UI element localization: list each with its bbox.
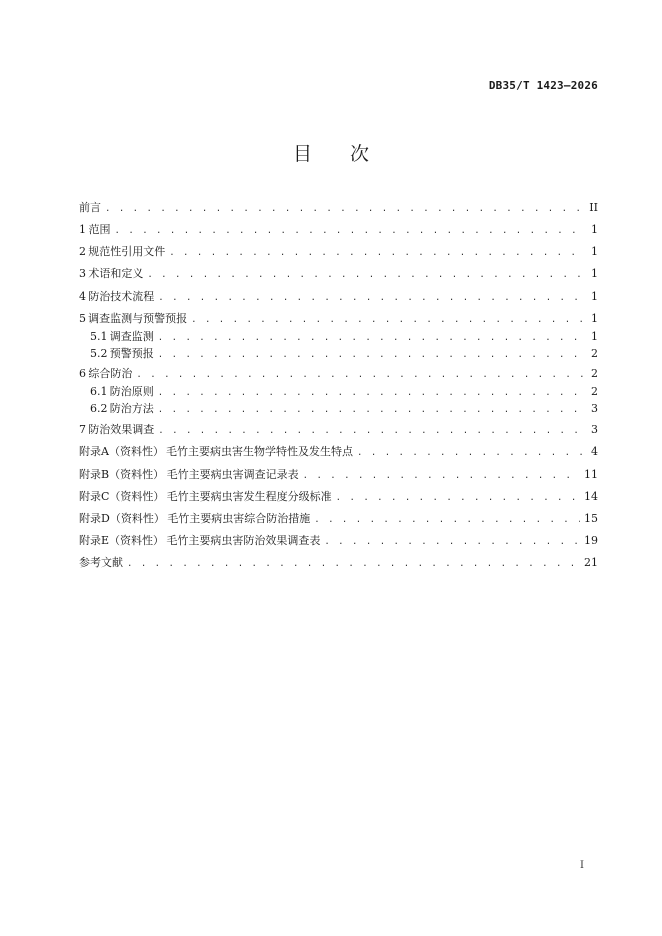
page-number: I (580, 860, 584, 871)
toc-entry-number: 附录C（资料性） (79, 490, 165, 503)
toc-leader-dots (158, 347, 586, 363)
toc-leader-dots (158, 423, 586, 439)
toc-entry[interactable] (79, 511, 598, 527)
toc-entry-page: 3 (591, 423, 598, 436)
toc-entry-label: 毛竹主要病虫害生物学特性及发生特点 (166, 445, 354, 458)
toc-entry-page: 21 (584, 556, 598, 569)
toc-entry[interactable] (79, 533, 598, 549)
toc-leader-dots (115, 223, 586, 239)
toc-entry[interactable] (79, 366, 598, 382)
toc-entry-label: 调查监测与预警预报 (88, 312, 188, 325)
toc-entry-page: 1 (591, 330, 598, 343)
toc-entry-page: 4 (591, 445, 598, 458)
toc-entry[interactable] (79, 266, 598, 282)
toc-entry-page: 11 (584, 468, 598, 481)
toc-entry[interactable] (79, 555, 598, 571)
toc-leader-dots (136, 367, 586, 383)
toc-entry-label: 范围 (88, 223, 111, 236)
toc-entry-page: II (589, 201, 598, 214)
toc-entry[interactable] (79, 489, 598, 505)
toc-entry[interactable] (90, 329, 598, 345)
toc-entry-page: 19 (584, 534, 598, 547)
toc-entry[interactable] (79, 289, 598, 305)
title-char-2: 次 (350, 143, 370, 165)
toc-entry-page: 14 (584, 490, 598, 503)
toc-entry-page: 3 (591, 402, 598, 415)
toc-entry-number: 3 (79, 267, 86, 280)
toc-entry[interactable] (79, 422, 598, 438)
toc-entry[interactable] (90, 346, 598, 362)
toc-leader-dots (158, 290, 586, 306)
toc-entry-number: 7 (79, 423, 86, 436)
toc-entry-label: 综合防治 (88, 367, 133, 380)
toc-leader-dots (158, 402, 586, 418)
toc-leader-dots (303, 468, 580, 484)
toc-entry-label: 毛竹主要病虫害防治效果调查表 (166, 534, 321, 547)
toc-leader-dots (158, 385, 586, 401)
toc-entry-label: 术语和定义 (88, 267, 144, 280)
toc-entry-page: 1 (591, 223, 598, 236)
toc-entry-label: 预警预报 (109, 347, 154, 360)
toc-entry-label: 防治技术流程 (88, 290, 155, 303)
toc-leader-dots (158, 330, 586, 346)
toc-entry-number: 4 (79, 290, 86, 303)
toc-entry-number: 5 (79, 312, 86, 325)
toc-leader-dots (169, 245, 586, 261)
toc-entry-page: 2 (591, 385, 598, 398)
document-code: DB35/T 1423—2026 (488, 79, 598, 92)
toc-entry-page: 1 (591, 245, 598, 258)
toc-entry[interactable] (79, 200, 598, 216)
toc-entry-page: 15 (584, 512, 598, 525)
toc-entry-page: 1 (591, 290, 598, 303)
toc-entry-label: 调查监测 (109, 330, 154, 343)
toc-leader-dots (357, 445, 586, 461)
toc-entry-label: 防治原则 (109, 385, 154, 398)
toc-leader-dots (191, 312, 586, 328)
toc-leader-dots (105, 201, 585, 217)
toc-entry[interactable] (79, 467, 598, 483)
toc-entry-label: 参考文献 (79, 556, 123, 569)
toc-entry-label: 防治效果调查 (88, 423, 155, 436)
toc-entry[interactable] (79, 444, 598, 460)
toc-leader-dots (314, 512, 580, 528)
toc-entry-number: 附录E（资料性） (79, 534, 165, 547)
toc-entry-page: 1 (591, 267, 598, 280)
toc-leader-dots (127, 556, 580, 572)
toc-entry-label: 防治方法 (109, 402, 154, 415)
toc-entry-number: 6 (79, 367, 86, 380)
toc-entry-label: 毛竹主要病虫害综合防治措施 (167, 512, 311, 525)
toc-entry-label: 毛竹主要病虫害调查记录表 (166, 468, 299, 481)
toc-entry[interactable] (90, 401, 598, 417)
toc-entry-number: 附录B（资料性） (79, 468, 165, 481)
toc-entry-number: 6.1 (90, 385, 108, 398)
toc-entry[interactable] (79, 244, 598, 260)
toc-entry[interactable] (79, 311, 598, 327)
toc-entry-number: 5.2 (90, 347, 108, 360)
toc-entry-label: 规范性引用文件 (88, 245, 166, 258)
toc-entry-number: 1 (79, 223, 86, 236)
toc-entry-number: 6.2 (90, 402, 108, 415)
toc-entry-page: 2 (591, 347, 598, 360)
toc-entry[interactable] (79, 222, 598, 238)
toc-entry-number: 附录D（资料性） (79, 512, 165, 525)
toc-entry-number: 5.1 (90, 330, 108, 343)
toc-leader-dots (336, 490, 580, 506)
toc-entry-label: 前言 (79, 201, 101, 214)
toc-leader-dots (147, 267, 586, 283)
toc-entry-page: 2 (591, 367, 598, 380)
title-char-1: 目 (292, 143, 312, 165)
toc-entry-page: 1 (591, 312, 598, 325)
toc-entry-number: 2 (79, 245, 86, 258)
toc-entry-number: 附录A（资料性） (79, 445, 164, 458)
page-title (0, 139, 662, 166)
toc-leader-dots (324, 534, 580, 550)
toc-entry-label: 毛竹主要病虫害发生程度分级标准 (166, 490, 332, 503)
toc-entry[interactable] (90, 384, 598, 400)
